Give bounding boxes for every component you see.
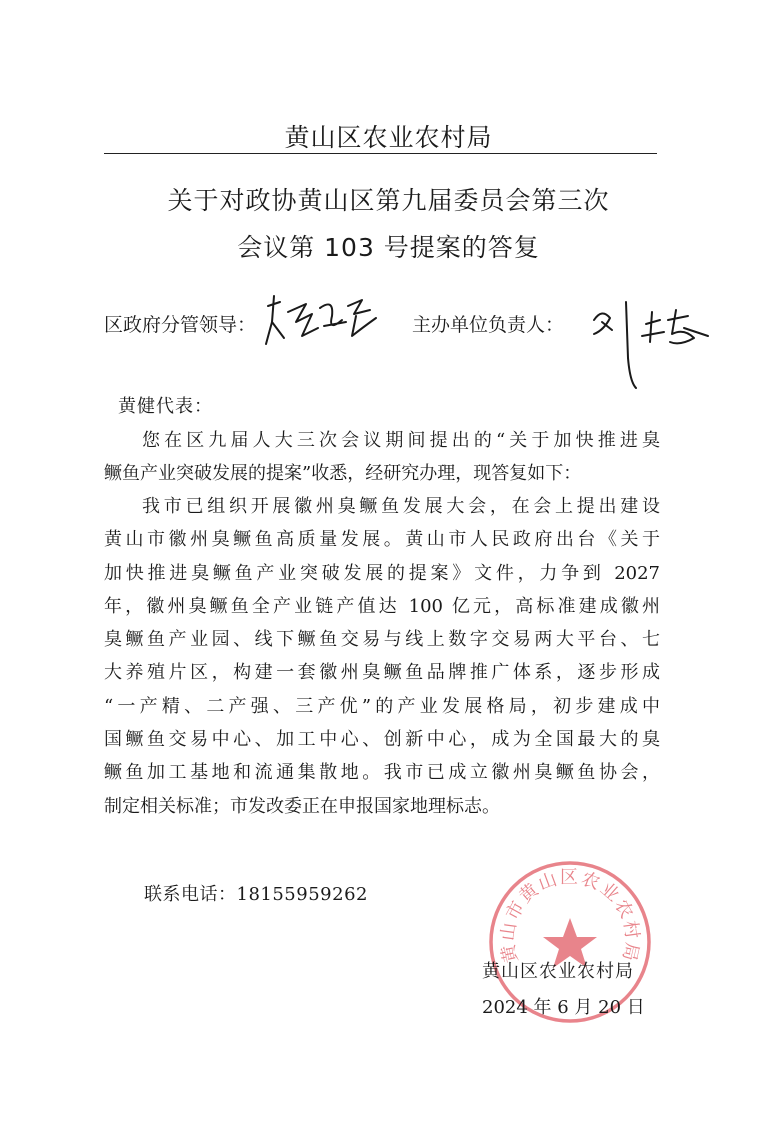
paragraph-line: 年，徽州臭鳜鱼全产业链产值达 100 亿元，高标准建成徽州	[104, 595, 660, 617]
salutation: 黄健代表：	[118, 396, 213, 417]
paragraph-line: 制定相关标准；市发改委正在申报国家地理标志。	[104, 795, 500, 817]
paragraph-line: 鳜鱼加工基地和流通集散地。我市已成立徽州臭鳜鱼协会，	[104, 762, 660, 784]
leader-handwritten-signature	[262, 292, 382, 352]
seal-text: 黄山市黄山区农业农村局	[497, 867, 643, 965]
paragraph-line: 国鳜鱼交易中心、加工中心、创新中心，成为全国最大的臭	[104, 729, 660, 751]
leader-signature-label: 区政府分管领导：	[104, 314, 257, 336]
paragraph-line: 我市已组织开展徽州臭鳜鱼发展大会，在会上提出建设	[142, 496, 660, 517]
signing-date: 2024 年 6 月 20 日	[482, 997, 645, 1018]
contact-phone: 联系电话：18155959262	[144, 884, 368, 905]
paragraph-line: 鳜鱼产业突破发展的提案”收悉，经研究办理，现答复如下：	[104, 463, 582, 485]
header-org-title: 黄山区农业农村局	[284, 123, 493, 152]
paragraph-line: 大养殖片区，构建一套徽州臭鳜鱼品牌推广体系，逐步形成	[104, 662, 660, 684]
document-title-line-1: 关于对政协黄山区第九届委员会第三次	[167, 186, 610, 215]
paragraph-line: 黄山市徽州臭鳜鱼高质量发展。黄山市人民政府出台《关于	[104, 529, 660, 551]
paragraph-line: 您在区九届人大三次会议期间提出的“关于加快推进臭	[142, 430, 660, 451]
signing-organization: 黄山区农业农村局	[482, 961, 634, 982]
paragraph-1	[104, 424, 660, 491]
header-rule	[104, 153, 657, 154]
paragraph-2	[104, 490, 660, 823]
paragraph-line: “一产精、二产强、三产优”的产业发展格局，初步建成中	[104, 695, 660, 717]
paragraph-line: 臭鳜鱼产业园、线下鳜鱼交易与线上数字交易两大平台、七	[104, 629, 660, 651]
paragraph-line: 加快推进臭鳜鱼产业突破发展的提案》文件，力争到 2027	[104, 562, 660, 584]
document-title-line-2: 会议第 103 号提案的答复	[237, 233, 540, 262]
responsible-person-signature-label: 主办单位负责人：	[412, 314, 565, 336]
responsible-person-handwritten-signature	[584, 298, 714, 393]
